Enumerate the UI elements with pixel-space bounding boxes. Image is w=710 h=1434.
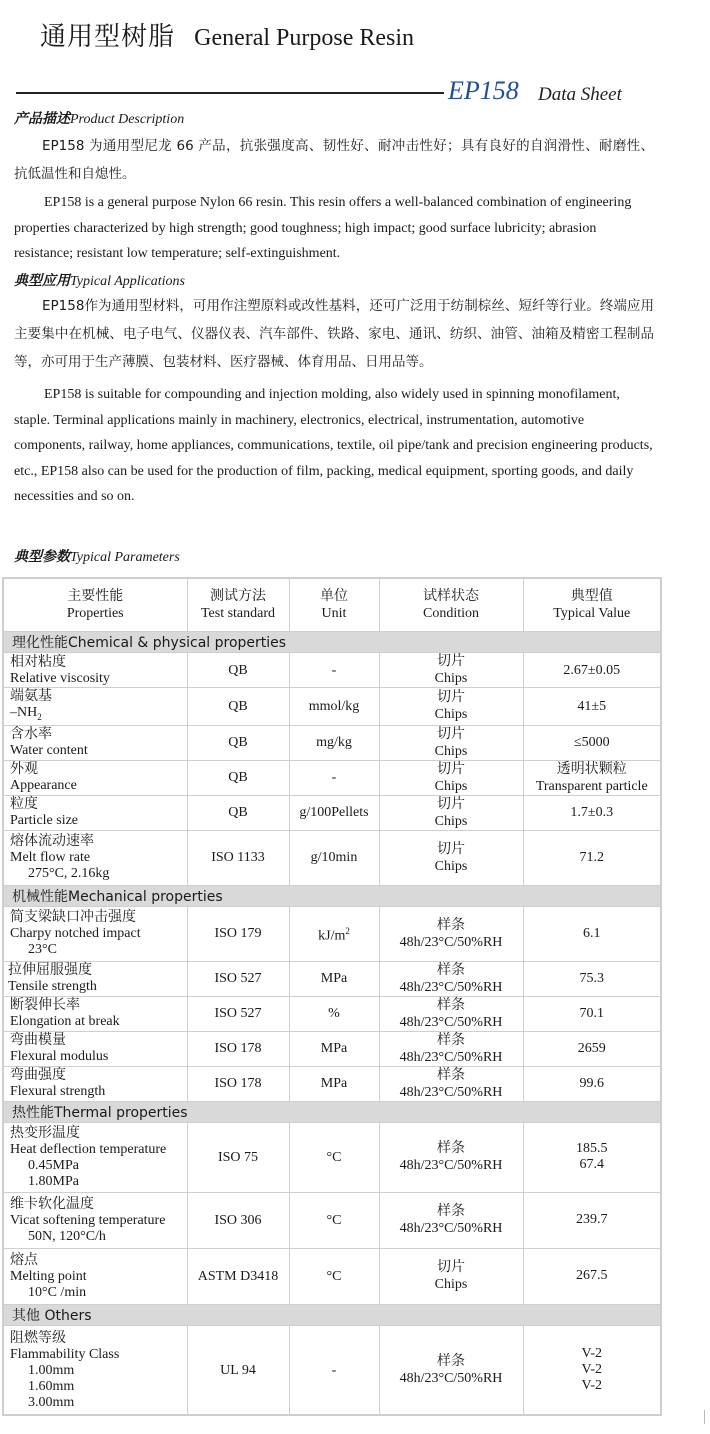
table-row: 端氨基 $-NH_2$ QB mmol/kg 切片 Chips 41±5	[3, 688, 661, 726]
column-header: 主要性能 Properties	[3, 578, 187, 632]
table-header-row	[3, 578, 661, 632]
table-row: 粒度 Particle size QB g/100Pellets 切片 Chips 1.7±0.3	[3, 795, 661, 830]
table-row: 相对粘度 Relative viscosity QB - 切片 Chips 2.67±0.05	[3, 653, 661, 688]
table-row: 熔体流动速率 Melt flow rate 275°C, 2.16kg ISO 1133 g/10min 切片 Chips 71.2	[3, 830, 661, 885]
table-row: 外观 Appearance QB - 切片 Chips 透明状颗粒 Transparent particle	[3, 760, 661, 795]
column-header: 单位 Unit	[289, 578, 379, 632]
group-row-chemical: 理化性能Chemical & physical properties	[3, 632, 661, 653]
title-en: General Purpose Resin	[194, 25, 415, 51]
group-row-others: 其他 Others	[3, 1304, 661, 1325]
table-row: 弯曲强度 Flexural strength ISO 178 MPa 样条 48h/23°C/50%RH 99.6	[3, 1066, 661, 1101]
table-row: 断裂伸长率 Elongation at break ISO 527 % 样条 48h/23°C/50%RH 70.1	[3, 996, 661, 1031]
table-row: 弯曲模量 Flexural modulus ISO 178 MPa 样条 48h/23°C/50%RH 2659	[3, 1031, 661, 1066]
table-row: 简支梁缺口冲击强度 Charpy notched impact 23°C ISO 179 $kJ/m^2$ 样条 48h/23°C/50%RH 6.1	[3, 906, 661, 961]
table-row: 拉伸屈服强度 Tensile strength ISO 527 MPa 样条 48h/23°C/50%RH 75.3	[3, 961, 661, 996]
description-text-cn: EP158 为通用型尼龙 66 产品，抗张强度高、韧性好、耐冲击性好；具有良好的自润滑性、耐磨性、抗低温性和自熄性。	[14, 138, 654, 182]
parameters-table	[2, 577, 662, 1416]
table-row: 阻燃等级 Flammability Class 1.00mm 1.60mm 3.00mm UL 94 - 样条 48h/23°C/50%RH V-2 V-2 V-2	[3, 1325, 661, 1415]
column-header: 试样状态 Condition	[379, 578, 523, 632]
page-title	[40, 16, 414, 53]
applications-text-cn: EP158作为通用型材料，可用作注塑原料或改性基料，还可广泛用于纺制棕丝、短纤等行业。终端应用主要集中在机械、电子电气、仪器仪表、汽车部件、铁路、家电、通讯、纺织、油管、油箱及精密工程制品等，亦可用于生产薄膜、包装材料、医疗器械、体育用品、日用品等。	[14, 298, 654, 370]
parameters-heading: 典型参数Typical Parameters	[14, 549, 180, 565]
description-heading: 产品描述Product Description	[14, 111, 185, 127]
table-row: 热变形温度 Heat deflection temperature 0.45MPa 1.80MPa ISO 75 °C 样条 48h/23°C/50%RH 185.5 67.4	[3, 1122, 661, 1192]
table-row: 维卡软化温度 Vicat softening temperature 50N, 120°C/h ISO 306 °C 样条 48h/23°C/50%RH 239.7	[3, 1192, 661, 1248]
applications-heading: 典型应用Typical Applications	[14, 273, 185, 289]
group-row-mechanical: 机械性能Mechanical properties	[3, 885, 661, 906]
column-header: 典型值 Typical Value	[523, 578, 661, 632]
description-text-en: EP158 is a general purpose Nylon 66 resin. This resin offers a well-balanced combination of engineering properties characterized by high strength; good toughness; high impact; good surface lubricity; abrasion resistance; resistant low temperature; self-extinguishment.	[14, 195, 632, 261]
table-row: 熔点 Melting point 10°C /min ASTM D3418 °C 切片 Chips 267.5	[3, 1248, 661, 1304]
sheet-label: Data Sheet	[538, 84, 622, 105]
applications-text-en: EP158 is suitable for compounding and injection molding, also widely used in spinning monofilament, staple. Terminal applications mainly in machinery, electronics, electrical, instrumentation, automotive components, railway, home appliances, communications, textile, oil pipe/tank and precision engineering products, etc., EP158 also can be used for the production of film, packing, medical equipment, sporting goods, and daily necessities and so on.	[14, 387, 653, 504]
product-code: EP158	[448, 76, 519, 105]
column-header: 测试方法 Test standard	[187, 578, 289, 632]
table-row: 含水率 Water content QB mg/kg 切片 Chips ≤5000	[3, 725, 661, 760]
edge-mark	[704, 1410, 705, 1424]
title-cn: 通用型树脂	[40, 22, 176, 52]
header-rule	[16, 92, 444, 94]
group-row-thermal: 热性能Thermal properties	[3, 1101, 661, 1122]
